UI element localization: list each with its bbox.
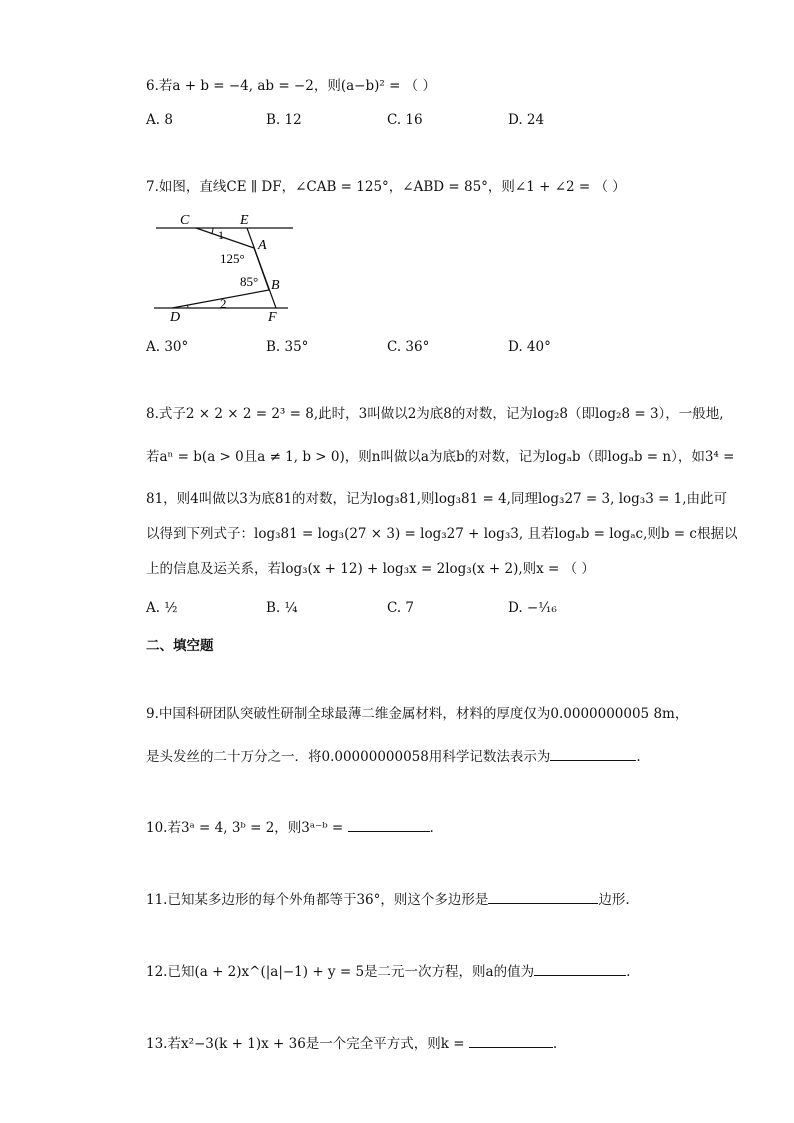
q11-answer-blank[interactable] [488, 889, 598, 904]
q11-end: 边形. [598, 892, 630, 908]
q8-line-1: 8.式子2 × 2 × 2 = 2³ = 8,此时，3叫做以2为底8的对数，记为log₂8（即log₂8 = 3），一般地, [146, 406, 724, 422]
q8-option-b: B. ¼ [266, 600, 298, 616]
label-e: E [240, 213, 249, 228]
q10-line [146, 816, 434, 836]
q10-end: . [429, 820, 434, 836]
q11-stem: 11.已知某多边形的每个外角都等于36°，则这个多边形是 [146, 892, 489, 908]
q9-line-1: 9.中国科研团队突破性研制全球最薄二维金属材料，材料的厚度仅为0.0000000005 8m， [146, 706, 689, 722]
q10-stem: 10.若3ᵃ = 4, 3ᵇ = 2，则3ᵃ⁻ᵇ = [146, 820, 348, 836]
q8-line-3: 81，则4叫做以3为底81的对数，记为log₃81,则log₃81 = 4,同理log₃27 = 3, log₃3 = 1,由此可 [146, 491, 728, 507]
segment-ca [196, 228, 254, 248]
q7-option-d: D. 40° [508, 339, 551, 355]
label-angle-125: 125° [220, 251, 245, 266]
section-heading: 二、填空题 [146, 638, 214, 654]
angle-1-arc [212, 228, 213, 234]
q9-answer-blank[interactable] [550, 746, 636, 761]
label-angle-1: 1 [218, 228, 224, 242]
q8-line-5: 上的信息及运关系，若log₃(x + 12) + log₃x = 2log₃(x + 2),则x = （ ） [146, 561, 595, 577]
q13-answer-blank[interactable] [469, 1033, 553, 1048]
q8-option-c: C. 7 [387, 600, 415, 616]
label-angle-85: 85° [240, 274, 259, 289]
q11-line [146, 888, 630, 908]
q10-answer-blank[interactable] [348, 817, 430, 832]
q7-stem: 7.如图，直线CE ∥ DF，∠CAB = 125°，∠ABD = 85°，则∠1 + ∠2 = （ ） [146, 179, 626, 195]
q12-end: . [626, 964, 631, 980]
q13-line [146, 1032, 557, 1052]
label-b: B [271, 278, 280, 293]
q13-end: . [552, 1036, 558, 1052]
label-d: D [170, 310, 181, 325]
q6-option-c: C. 16 [387, 112, 423, 128]
q7-option-b: B. 35° [266, 339, 309, 355]
q7-option-a: A. 30° [146, 339, 189, 355]
q6-options [146, 112, 626, 132]
geometry-figure [150, 207, 300, 325]
q8-option-a: A. ½ [146, 600, 178, 616]
q9-line-2-text: 是头发丝的二十万分之一．将0.00000000058用科学记数法表示为 [146, 749, 551, 765]
label-a: A [258, 238, 267, 253]
q9-end: . [636, 749, 641, 765]
q8-options [146, 600, 626, 620]
angle-2-arc [188, 305, 189, 308]
q7-options [146, 339, 626, 359]
q8-line-4: 以得到下列式子：log₃81 = log₃(27 × 3) = log₃27 + log₃3, 且若logₐb = logₐc,则b = c根据以 [146, 526, 738, 542]
q6-option-a: A. 8 [146, 112, 173, 128]
q8-line-2: 若aⁿ = b(a > 0且a ≠ 1, b > 0)，则n叫做以a为底b的对数，记为logₐb（即logₐb = n），如3⁴ = [146, 449, 735, 465]
q8-option-d: D. −¹⁄₁₆ [508, 600, 557, 616]
q12-answer-blank[interactable] [534, 961, 626, 976]
q6-option-b: B. 12 [266, 112, 302, 128]
label-f: F [268, 310, 277, 325]
q6-stem: 6.若a + b = −4, ab = −2，则(a−b)² = （ ） [146, 78, 436, 94]
q9-line-2 [146, 745, 641, 765]
q13-stem: 13.若x²−3(k + 1)x + 36是一个完全平方式，则k = [146, 1036, 469, 1052]
q7-option-c: C. 36° [387, 339, 430, 355]
label-c: C [180, 213, 190, 228]
q6-option-d: D. 24 [508, 112, 545, 128]
q12-stem: 12.已知(a + 2)x^(|a|−1) + y = 5是二元一次方程，则a的值为 [146, 964, 535, 980]
label-angle-2: 2 [220, 296, 227, 311]
q12-line [146, 960, 630, 980]
